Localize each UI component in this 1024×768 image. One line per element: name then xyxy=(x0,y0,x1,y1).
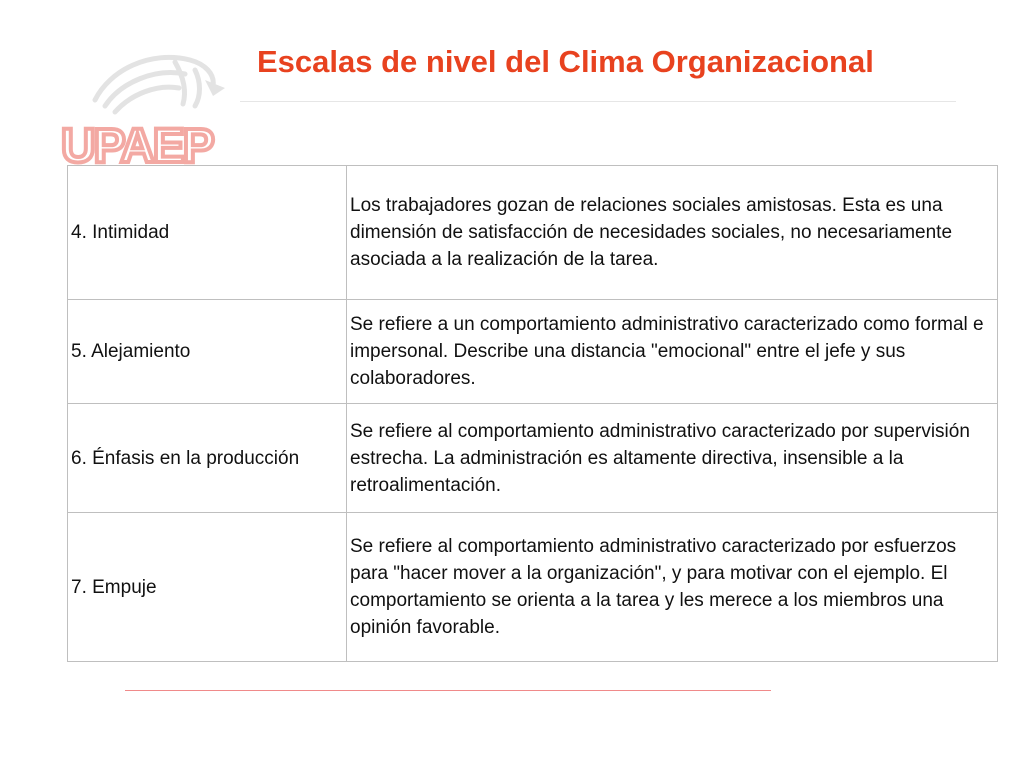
table-row xyxy=(68,513,998,662)
footer-divider xyxy=(125,690,771,691)
logo-wordmark: UPAEP xyxy=(61,120,213,173)
scale-name: 7. Empuje xyxy=(68,513,347,662)
table-row xyxy=(68,300,998,404)
table-row xyxy=(68,166,998,300)
scale-description: Los trabajadores gozan de relaciones sociales amistosas. Esta es una dimensión de satisfacción de necesidades sociales, no necesariamente asociada a la realización de la tarea. xyxy=(347,166,998,300)
climate-scales-table xyxy=(67,165,998,662)
scale-description: Se refiere al comportamiento administrativo caracterizado por esfuerzos para "hacer mover a la organización", y para motivar con el ejemplo. El comportamiento se orienta a la tarea y les merece a los miembros una opinión favorable. xyxy=(347,513,998,662)
table-row xyxy=(68,404,998,513)
scale-name: 4. Intimidad xyxy=(68,166,347,300)
slide-title: Escalas de nivel del Clima Organizacional xyxy=(257,44,874,79)
eagle-logo-icon xyxy=(55,40,245,175)
title-divider xyxy=(240,101,956,102)
scale-name: 5. Alejamiento xyxy=(68,300,347,404)
scale-name: 6. Énfasis en la producción xyxy=(68,404,347,513)
scale-description: Se refiere al comportamiento administrativo caracterizado por supervisión estrecha. La administración es altamente directiva, insensible a la retroalimentación. xyxy=(347,404,998,513)
scale-description: Se refiere a un comportamiento administrativo caracterizado como formal e impersonal. Describe una distancia "emocional" entre el jefe y sus colaboradores. xyxy=(347,300,998,404)
upaep-logo xyxy=(55,40,245,175)
